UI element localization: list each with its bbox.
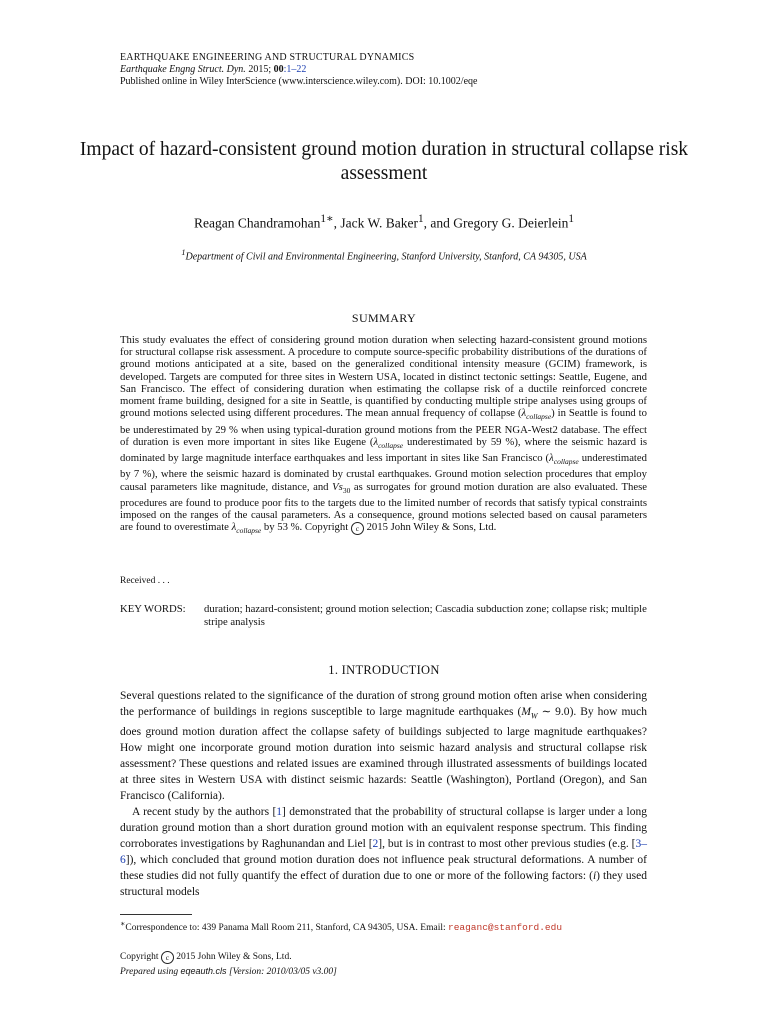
volume: 00 (273, 64, 284, 75)
affiliation: $^1$Department of Civil and Environmental Engineering, Stanford University, Stanford, CA 94305, USA (181, 248, 587, 263)
publication-info: Published online in Wiley InterScience (www.interscience.wiley.com). DOI: 10.1002/eqe (120, 76, 478, 87)
paper-title: Impact of hazard-consistent ground motion duration in structural collapse risk assessment (79, 139, 689, 184)
email-link[interactable]: reaganc@stanford.edu (448, 922, 563, 934)
intro-paragraph-2: A recent study by the authors [1] demonstrated that the probability of structural collapse is larger under a long duration ground motion than a short duration ground motion with an equivalent response spectrum. This finding corroborates investigations by Raghunandan and Liel [2], but is in contrast to most other previous studies (e.g. [3–6]), which concluded that ground motion duration does not influence peak structural deformations. A number of these studies did not fully quantify the effect of duration due to one or more of the following factors: (i) they used structural models (120, 806, 648, 899)
abstract: This study evaluates the effect of considering ground motion duration when selecting hazard-consistent ground motions for structural collapse risk assessment. A procedure to compute source-specific probability distributions of the durations of ground motions anticipated at a site, based on the generalized conditional intensity measure (GCIM) framework, is developed. Targets are computed for three sites in Western USA, located in distinct tectonic settings: Seattle, Eugene, and San Francisco. The effect of considering duration when estimating the collapse risk of a ductile reinforced concrete moment frame building, designed for a site in Seattle, is quantified by conducting multiple stripe analyses using groups of ground motions selected using different procedures. The mean annual frequency of collapse $(\lambda_{collapse})$ in Seattle is found to be underestimated by 29 % when using typical-duration ground motions from the PEER NGA-West2 database. The effect of duration is even more important in sites like Eugene ($\lambda_{collapse}$ underestimated by 59 %), where the seismic hazard is dominated by large magnitude interface earthquakes and less important in sites like San Francisco ($\lambda_{collapse}$ underestimated by 7 %), where the seismic hazard is dominated by crustal earthquakes. Ground motion selection procedures that employ causal parameters like magnitude, distance, and $Vs_{30}$ as surrogates for ground motion duration are also evaluated. These procedures are found to produce poor fits to the targets due to the limited number of records that satisfy typical constraints imposed on the ranges of the causal parameters. As a consequence, ground motions selected based on causal parameters are found to overestimate $\lambda_{collapse}$ by 53 %. Copyright c 2015 John Wiley & Sons, Ltd. (120, 334, 647, 536)
intro-paragraph-1: Several questions related to the significance of the duration of strong ground motion often arise when considering the performance of buildings in regions susceptible to large magnitude earthquakes ($M_W$ ∼ 9.0). By how much does ground motion duration affect the collapse safety of buildings subjected to large magnitude earthquakes? How might one incorporate ground motion duration into seismic hazard analysis and structural collapse risk assessment? These questions and related issues are examined through illustrated assessments of buildings located at three sites in Western USA with distinct seismic hazards: Seattle (Washington), Portland (Oregon), and San Francisco (California). (120, 690, 648, 803)
copyright-symbol: c (161, 951, 174, 964)
footer-prepared-using: Prepared using eqeauth.cls [Version: 2010/03/05 v3.00] (120, 966, 337, 977)
journal-citation: Earthquake Engng Struct. Dyn. 2015; 00:1–22 (120, 64, 307, 75)
keywords (120, 603, 647, 629)
keywords-text: duration; hazard-consistent; ground motion selection; Cascadia subduction zone; collapse risk; multiple stripe analysis (204, 603, 647, 628)
citation-link[interactable]: 2 (372, 838, 379, 851)
summary-heading: SUMMARY (351, 311, 417, 325)
page-range-link[interactable]: :1–22 (283, 64, 307, 75)
journal-name: EARTHQUAKE ENGINEERING AND STRUCTURAL DYNAMICS (120, 52, 415, 63)
citation-link[interactable]: 1 (276, 806, 283, 819)
keywords-label: KEY WORDS: (120, 603, 186, 615)
journal-header (120, 52, 650, 88)
section-heading-introduction: 1. INTRODUCTION (328, 663, 440, 677)
footer-copyright: Copyright c 2015 John Wiley & Sons, Ltd. (120, 952, 292, 962)
correspondence-footnote: ∗Correspondence to: 439 Panama Mall Room 211, Stanford, CA 94305, USA. Email: reaganc@stanford.edu (120, 919, 563, 934)
citation-link[interactable]: 3–6 (120, 838, 648, 867)
footnote-rule (120, 914, 192, 915)
received-date: Received . . . (120, 576, 170, 586)
copyright-symbol: c (351, 522, 364, 535)
author-list: Reagan Chandramohan$^{1∗}$, Jack W. Baker$^1$, and Gregory G. Deierlein$^1$ (194, 213, 574, 231)
page-footer (120, 950, 337, 979)
introduction-body (120, 688, 647, 900)
